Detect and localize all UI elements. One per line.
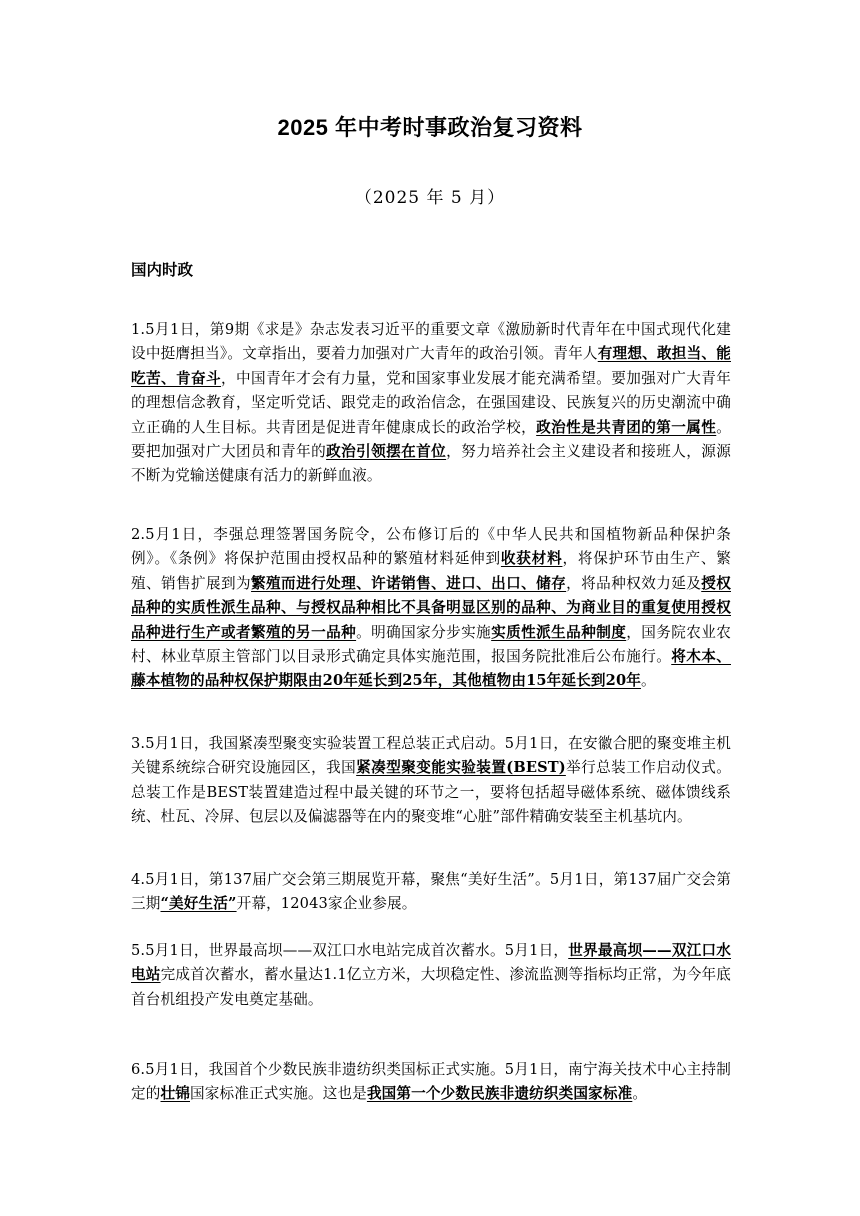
body-text: ，努力培养社会主义建设者和接班人，源源不断为党输送健康有活力的新鲜血液。 xyxy=(131,443,732,485)
section-heading: 国内时政 xyxy=(131,262,194,279)
body-text: 。 xyxy=(632,1085,648,1103)
document-title: 2025 年中考时事政治复习资料 xyxy=(277,115,583,140)
key-point-text: 将木本、藤本植物的品种权保护期限由20年延长到25年，其他植物由15年延长到20年 xyxy=(131,648,731,690)
news-item-6 xyxy=(131,1058,731,1107)
key-point-text: 繁殖而进行处理、许诺销售、进口、出口、储存 xyxy=(251,574,567,592)
body-text: 完成首次蓄水，蓄水量达1.1亿立方米，大坝稳定性、渗流监测等指标均正常，为今年底首台机组投产发电奠定基础。 xyxy=(131,966,731,1008)
body-text: 5.5月1日，世界最高坝——双江口水电站完成首次蓄水。5月1日， xyxy=(131,942,569,959)
body-text: ，将品种权效力延及 xyxy=(566,574,702,592)
news-item-5 xyxy=(131,939,731,1012)
body-text: 举行总装工作启动仪式。总装工作是BEST装置建造过程中最关键的环节之一，要将包括超导磁体系统、磁体馈线系统、杜瓦、冷屏、包层以及偏滤器等在内的聚变堆“心脏”部件精确安装至主机基坑内。 xyxy=(131,759,731,826)
body-text: 国家标准正式实施。这也是 xyxy=(190,1085,367,1103)
key-point-text: 有理想、敢担当、能吃苦、肯奋斗 xyxy=(131,345,731,387)
key-point-text: 授权品种的实质性派生品种、与授权品种相比不具备明显区别的品种、为商业目的重复使用授权品种进行生产或者繁殖的另一品种 xyxy=(131,574,731,641)
body-text: 2.5月1日，李强总理签署国务院令，公布修订后的《中华人民共和国植物新品种保护条例》。《条例》将保护范围由授权品种的繁殖材料延伸到 xyxy=(131,526,731,568)
body-text: 。 xyxy=(641,672,656,690)
key-point-text: 收获材料 xyxy=(500,550,563,568)
body-text: 开幕，12043家企业参展。 xyxy=(236,895,417,913)
body-text: 6.5月1日，我国首个少数民族非遗纺织类国标正式实施。5月1日，南宁海关技术中心主持制定的 xyxy=(131,1061,731,1103)
body-text: 1.5月1日，第9期《求是》杂志发表习近平的重要文章《激励新时代青年在中国式现代化建设中挺膺担当》。文章指出，要着力加强对广大青年的政治引领。青年人 xyxy=(131,321,731,363)
body-text: 3.5月1日，我国紧凑型聚变实验装置工程总装正式启动。5月1日，在安徽合肥的聚变堆主机关键系统综合研究设施园区，我国 xyxy=(131,735,731,777)
body-text: ，中国青年才会有力量，党和国家事业发展才能充满希望。要加强对广大青年的理想信念教育，坚定听党话、跟党走的政治信念，在强国建设、民族复兴的历史潮流中确立正确的人生目标。共青团是促进青年健康成长的政治学校， xyxy=(131,369,731,436)
body-text: ，将保护环节由生产、繁殖、销售扩展到为 xyxy=(131,550,732,592)
news-item-4 xyxy=(131,868,731,917)
key-point-text: 政治引领摆在首位 xyxy=(326,443,447,461)
key-point-text: 政治性是共青团的第一属性 xyxy=(536,418,717,436)
key-point-text: 壮锦 xyxy=(160,1085,190,1103)
news-item-3 xyxy=(131,732,731,830)
body-text: 。明确国家分步实施 xyxy=(356,623,492,641)
body-text: 。要把加强对广大团员和青年的 xyxy=(131,418,731,461)
key-point-text: 实质性派生品种制度 xyxy=(491,623,627,641)
key-point-text: 紧凑型聚变能实验装置(BEST) xyxy=(356,759,566,777)
body-text: ，国务院农业农村、林业草原主管部门以目录形式确定具体实施范围，报国务院批准后公布施行。 xyxy=(131,623,731,666)
document-date: （2025 年 5 月） xyxy=(354,188,506,208)
key-point-text: 世界最高坝——双江口水电站 xyxy=(131,942,731,984)
body-text: 4.5月1日，第137届广交会第三期展览开幕，聚焦“美好生活”。5月1日，第137届广交会第三期 xyxy=(131,871,731,913)
key-point-text: 我国第一个少数民族非遗纺织类国家标准 xyxy=(366,1085,633,1103)
news-item-2 xyxy=(131,523,731,694)
news-item-1 xyxy=(131,318,731,489)
key-point-text: “美好生活” xyxy=(160,895,237,913)
